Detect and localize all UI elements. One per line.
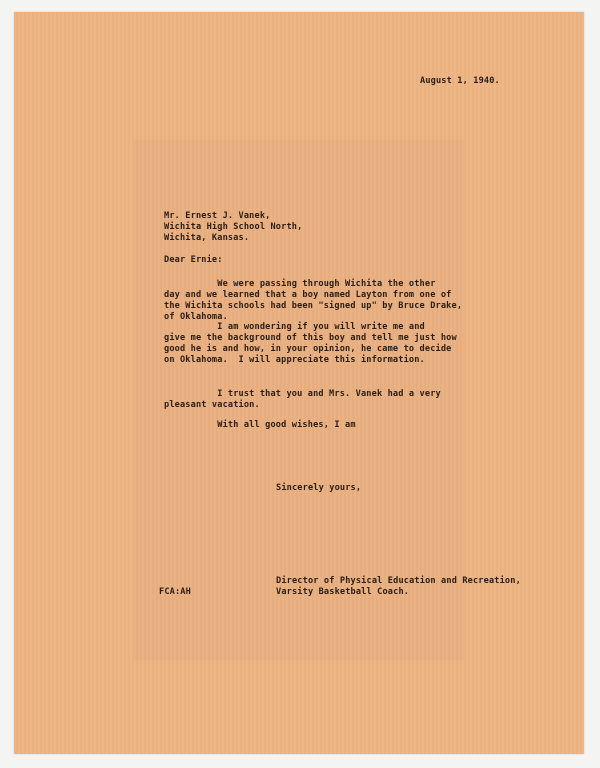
recipient-address	[164, 211, 302, 244]
letter-date: August 1, 1940.	[420, 76, 500, 86]
paragraph-line: of Oklahoma.	[164, 312, 228, 322]
paragraph-2	[164, 322, 457, 366]
paragraph-line: day and we learned that a boy named Layton from one of	[164, 290, 452, 300]
paragraph-line: the Wichita schools had been "signed up" by Bruce Drake,	[164, 301, 463, 311]
paragraph-line: I trust that you and Mrs. Vanek had a very	[164, 389, 441, 399]
paragraph-line: good he is and how, in your opinion, he came to decide	[164, 344, 452, 354]
recipient-line: Wichita, Kansas.	[164, 233, 250, 243]
letter-page	[14, 12, 584, 754]
paragraph-line: on Oklahoma. I will appreciate this information.	[164, 355, 425, 365]
recipient-line: Mr. Ernest J. Vanek,	[164, 211, 271, 221]
paragraph-line: With all good wishes, I am	[164, 420, 356, 430]
salutation: Dear Ernie:	[164, 255, 223, 265]
signature-block	[276, 576, 521, 598]
paragraph-line: give me the background of this boy and tell me just how	[164, 333, 457, 343]
recipient-line: Wichita High School North,	[164, 222, 303, 232]
paragraph-1	[164, 279, 462, 323]
complimentary-closing: Sincerely yours,	[276, 483, 362, 493]
signature-line: Varsity Basketball Coach.	[276, 587, 410, 597]
paragraph-line: We were passing through Wichita the other	[164, 279, 436, 289]
signature-line: Director of Physical Education and Recreation,	[276, 576, 521, 586]
paragraph-line: pleasant vacation.	[164, 400, 260, 410]
paragraph-4	[164, 420, 356, 431]
paragraph-3	[164, 389, 441, 411]
paragraph-line: I am wondering if you will write me and	[164, 322, 425, 332]
reference-initials: FCA:AH	[159, 587, 191, 597]
